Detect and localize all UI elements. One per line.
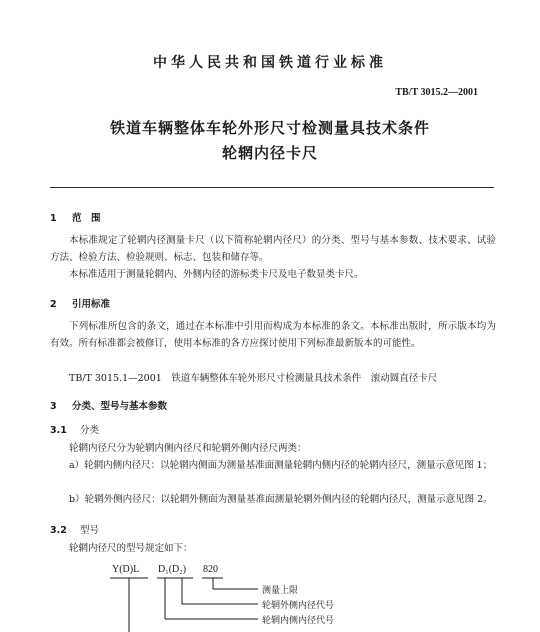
subsection-3-1-heading [50,422,99,436]
subsection-3-2-number: 3.2 [50,525,67,536]
section2-title: 引用标准 [72,299,111,310]
document-title-line2: 轮辋内径卡尺 [221,144,318,162]
subsection-3-2-title: 型号 [80,525,100,536]
section1-title: 范 围 [72,213,101,224]
label-inner-diameter-code: 轮辋内侧内径代号 [262,616,335,626]
section2-paragraph1: 下列标准所包含的条文，通过在本标准中引用而构成为本标准的条文。本标准出版时，所示版本均为有效。所有标准都会被修订，使用本标准的各方应探讨使用下列标准最新版本的可能性。 [50,321,496,349]
section3-number: 3 [50,401,57,412]
section2-reference: TB/T 3015.1—2001 铁道车辆整体车轮外形尺寸检测量具技术条件 滚动圆直径卡尺 [69,373,438,384]
label-outer-diameter-code: 轮辋外侧内径代号 [262,601,335,611]
national-standard-header: 中华人民共和国铁道行业标准 [153,55,387,71]
subsection-3-1-number: 3.1 [50,425,67,436]
classification-item-b: b）轮辋外侧内径尺：以轮辋外侧面为测量基准面测量轮辋外侧内径的轮辋内径尺，测量示意见图 2。 [69,494,493,505]
model-code-diameter: D₁(D₂) [158,564,187,575]
classification-item-a: a）轮辋内侧内径尺：以轮辋内侧面为测量基准面测量轮辋内侧内径的轮辋内径尺，测量示意见图 1； [69,460,493,471]
section1-paragraph2: 本标准适用于测量轮辋内、外侧内径的游标类卡尺及电子数显类卡尺。 [69,269,364,280]
section3-heading [50,398,167,412]
subsection-3-2-intro: 轮辋内径尺的型号规定如下： [69,543,193,554]
section1-paragraph1: 本标准规定了轮辋内径测量卡尺（以下简称轮辋内径尺）的分类、型号与基本参数、技术要求、试验方法、检验方法、检验规则、标志、包装和储存等。 [50,235,496,263]
model-code-limit: 820 [203,564,218,575]
section2-heading [50,296,110,310]
subsection-3-2-heading [50,522,99,536]
section3-title: 分类、型号与基本参数 [72,401,168,412]
subsection-3-1-intro: 轮辋内径尺分为轮辋内侧内径尺和轮辋外侧内径尺两类： [69,443,307,454]
section1-number: 1 [50,213,57,224]
model-code-type: Y(D)L [112,564,140,575]
label-upper-limit: 测量上限 [262,586,299,596]
subsection-3-1-title: 分类 [80,425,100,436]
title-divider [50,187,494,188]
document-title-line1: 铁道车辆整体车轮外形尺寸检测量具技术条件 [109,119,430,137]
section2-number: 2 [50,299,57,310]
model-number-diagram [0,556,540,632]
standard-number: TB/T 3015.2—2001 [395,87,478,98]
section1-heading [50,210,101,224]
